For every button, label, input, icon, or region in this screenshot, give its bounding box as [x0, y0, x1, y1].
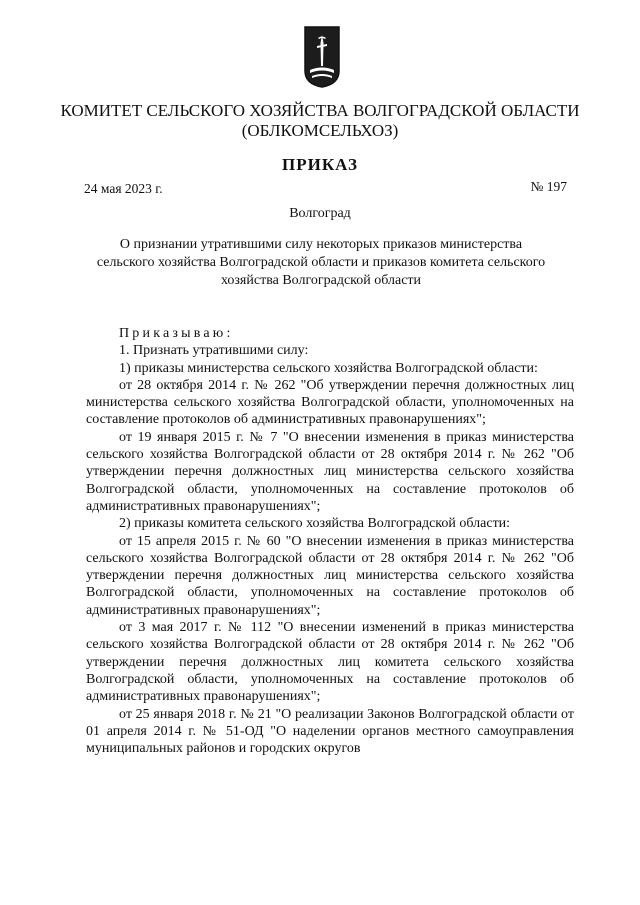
- repealed-order: от 28 октября 2014 г. № 262 "Об утверждении перечня должностных лиц министерства сельского хозяйства Волгоградской области, уполномоченных на составление протоколов об административных правонарушениях";: [86, 377, 574, 428]
- repealed-order: от 15 апреля 2015 г. № 60 "О внесении изменения в приказ министерства сельского хозяйства Волгоградской области от 28 октября 2014 г. № 262 "Об утверждении перечня должностных лиц министерства сельского хозяйства Волгоградской области, уполномоченных на составление протоколов об административных правонарушениях";: [86, 533, 574, 618]
- organization-name: КОМИТЕТ СЕЛЬСКОГО ХОЗЯЙСТВА ВОЛГОГРАДСКОЙ ОБЛАСТИ: [60, 101, 580, 120]
- repealed-order: от 3 мая 2017 г. № 112 "О внесении изменений в приказ министерства сельского хозяйства Волгоградской области от 28 октября 2014 г. № 262 "Об утверждении перечня должностных лиц комитета сельского хозяйства Волгоградской области, уполномоченных на составление протоколов об административных правонарушениях";: [86, 620, 574, 705]
- order-subitem-2: 2) приказы комитета сельского хозяйства Волгоградской области:: [119, 516, 511, 532]
- document-title: ПРИКАЗ: [282, 155, 358, 174]
- repealed-order: от 19 января 2015 г. № 7 "О внесении изменения в приказ министерства сельского хозяйства Волгоградской области от 28 октября 2014 г. № 262 "Об утверждении перечня должностных лиц министерства сельского хозяйства Волгоградской области, уполномоченных на составление протоколов об административных правонарушениях";: [86, 429, 574, 514]
- document-number: № 197: [530, 179, 567, 194]
- document-date: 24 мая 2023 г.: [84, 181, 163, 196]
- document-body: [86, 325, 574, 757]
- order-preamble: Приказываю:: [119, 326, 234, 341]
- order-subitem-1: 1) приказы министерства сельского хозяйства Волгоградской области:: [119, 360, 538, 376]
- document-city: Волгоград: [289, 206, 351, 221]
- order-item-1: 1. Признать утратившими силу:: [119, 343, 309, 359]
- repealed-order: от 25 января 2018 г. № 21 "О реализации Законов Волгоградской области от 01 апреля 2014 г. № 51-ОД "О наделении органов местного самоуправления муниципальных районов и городских округов: [86, 706, 574, 757]
- coat-of-arms-emblem: [304, 26, 340, 88]
- organization-abbreviation: (ОБЛКОМСЕЛЬХОЗ): [241, 121, 399, 140]
- document-subject: О признании утратившими силу некоторых приказов министерства сельского хозяйства Волгоградской области и приказов комитета сельского хозяйства Волгоградской области: [96, 237, 546, 288]
